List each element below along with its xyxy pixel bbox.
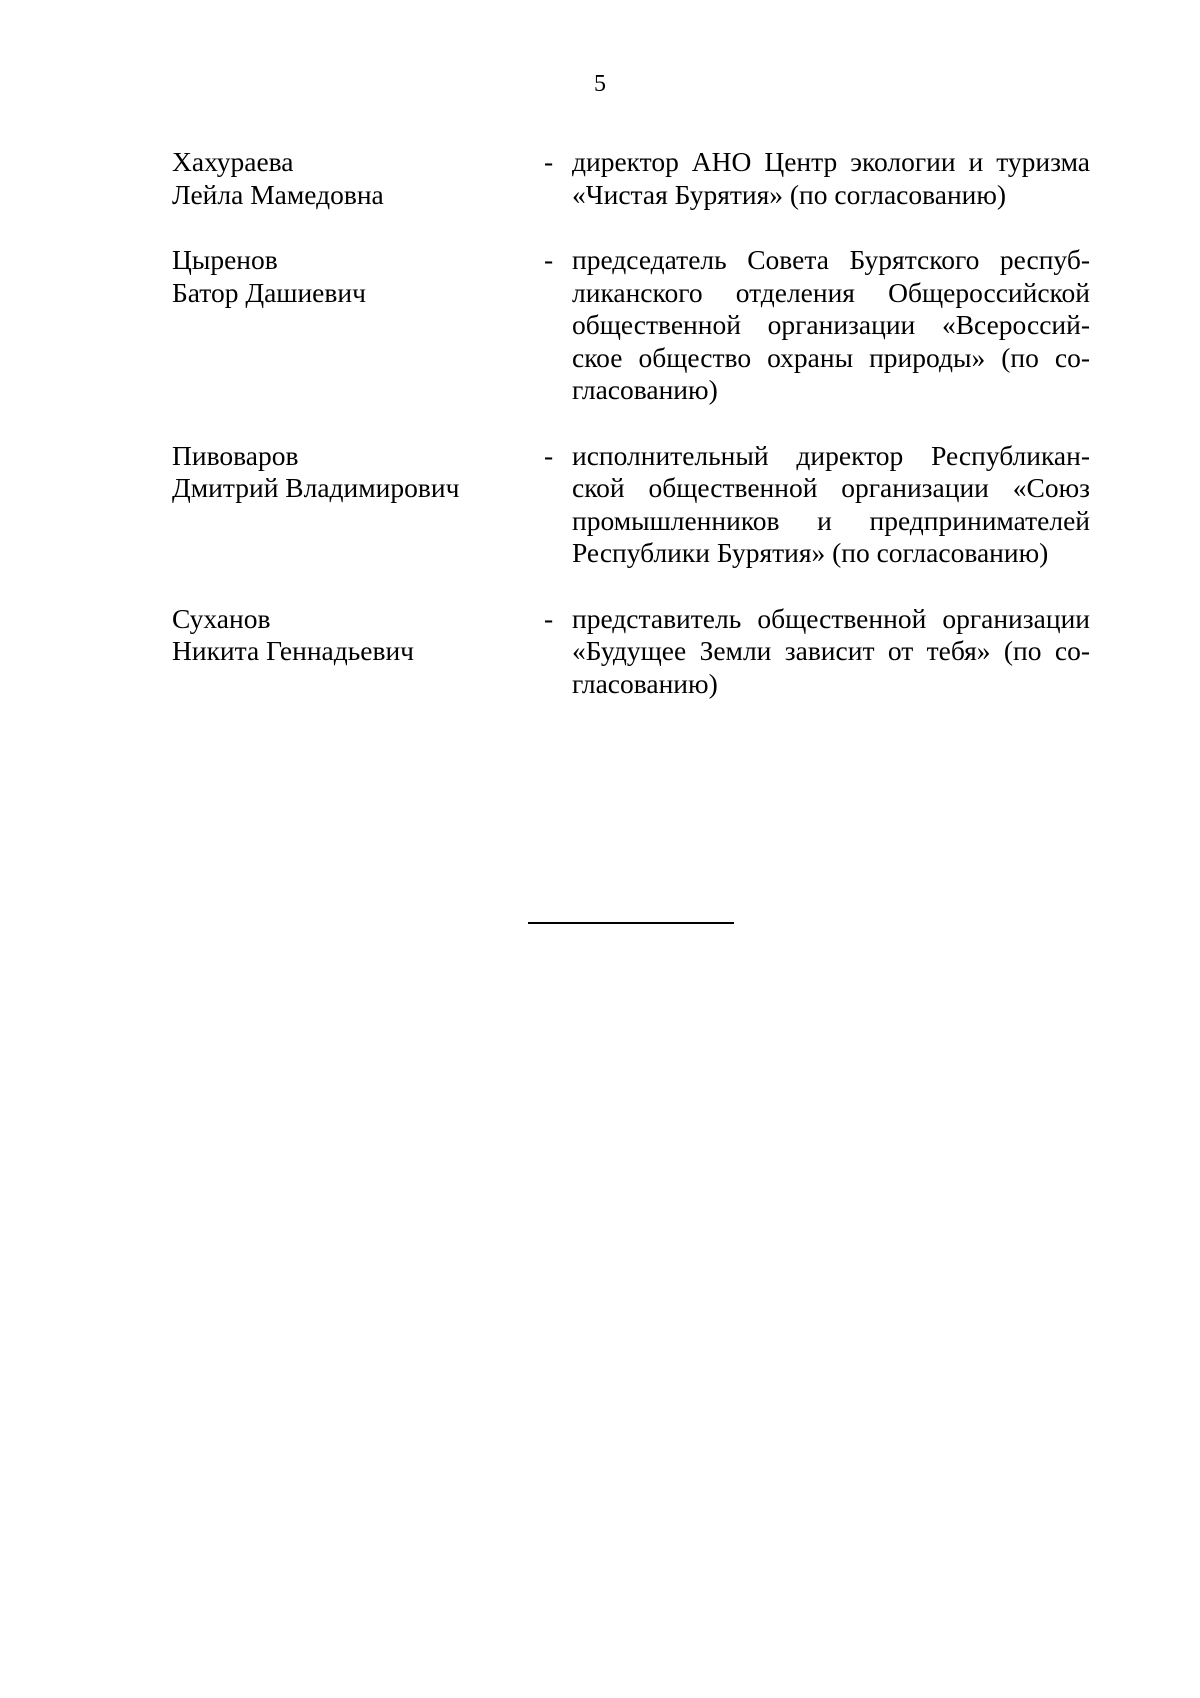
member-surname: Хахураева	[172, 146, 294, 177]
member-given-names: Дмитрий Владимирович	[172, 472, 460, 503]
member-name	[172, 603, 544, 668]
member-dash: -	[544, 244, 554, 275]
member-surname: Суханов	[172, 602, 271, 634]
member-dash: -	[544, 439, 554, 471]
member-row	[172, 146, 1090, 211]
member-surname: Пивоваров	[172, 439, 299, 471]
member-row	[172, 244, 1090, 407]
member-list	[172, 146, 1090, 733]
member-role: исполнительный директор Республиканской общественной организации «Союз промышленников и предпринимателей Республики Бурятия» (по согласованию)	[572, 439, 1090, 568]
member-name	[172, 146, 544, 211]
member-given-names: Лейла Мамедовна	[172, 178, 384, 210]
end-of-list-rule	[528, 922, 734, 924]
member-name	[172, 440, 544, 505]
member-given-names: Никита Геннадьевич	[172, 635, 415, 666]
member-name	[172, 244, 544, 309]
member-role: директор АНО Центр экологии и туризма «Чистая Бурятия» (по согласованию)	[572, 146, 1090, 210]
member-given-names: Батор Дашиевич	[172, 276, 366, 308]
member-row	[172, 603, 1090, 701]
member-role: представитель общественной организации «Будущее Земли зависит от тебя» (по согласованию)	[572, 602, 1090, 699]
member-dash: -	[544, 146, 554, 177]
member-role: председатель Совета Бурятского республиканского отделения Общероссийской общественной организации «Всероссийское общество охраны природы» (по согласованию)	[572, 244, 1090, 405]
page-number: 5	[594, 71, 606, 97]
member-row	[172, 440, 1090, 570]
member-dash: -	[544, 602, 554, 634]
member-surname: Цыренов	[172, 244, 278, 275]
